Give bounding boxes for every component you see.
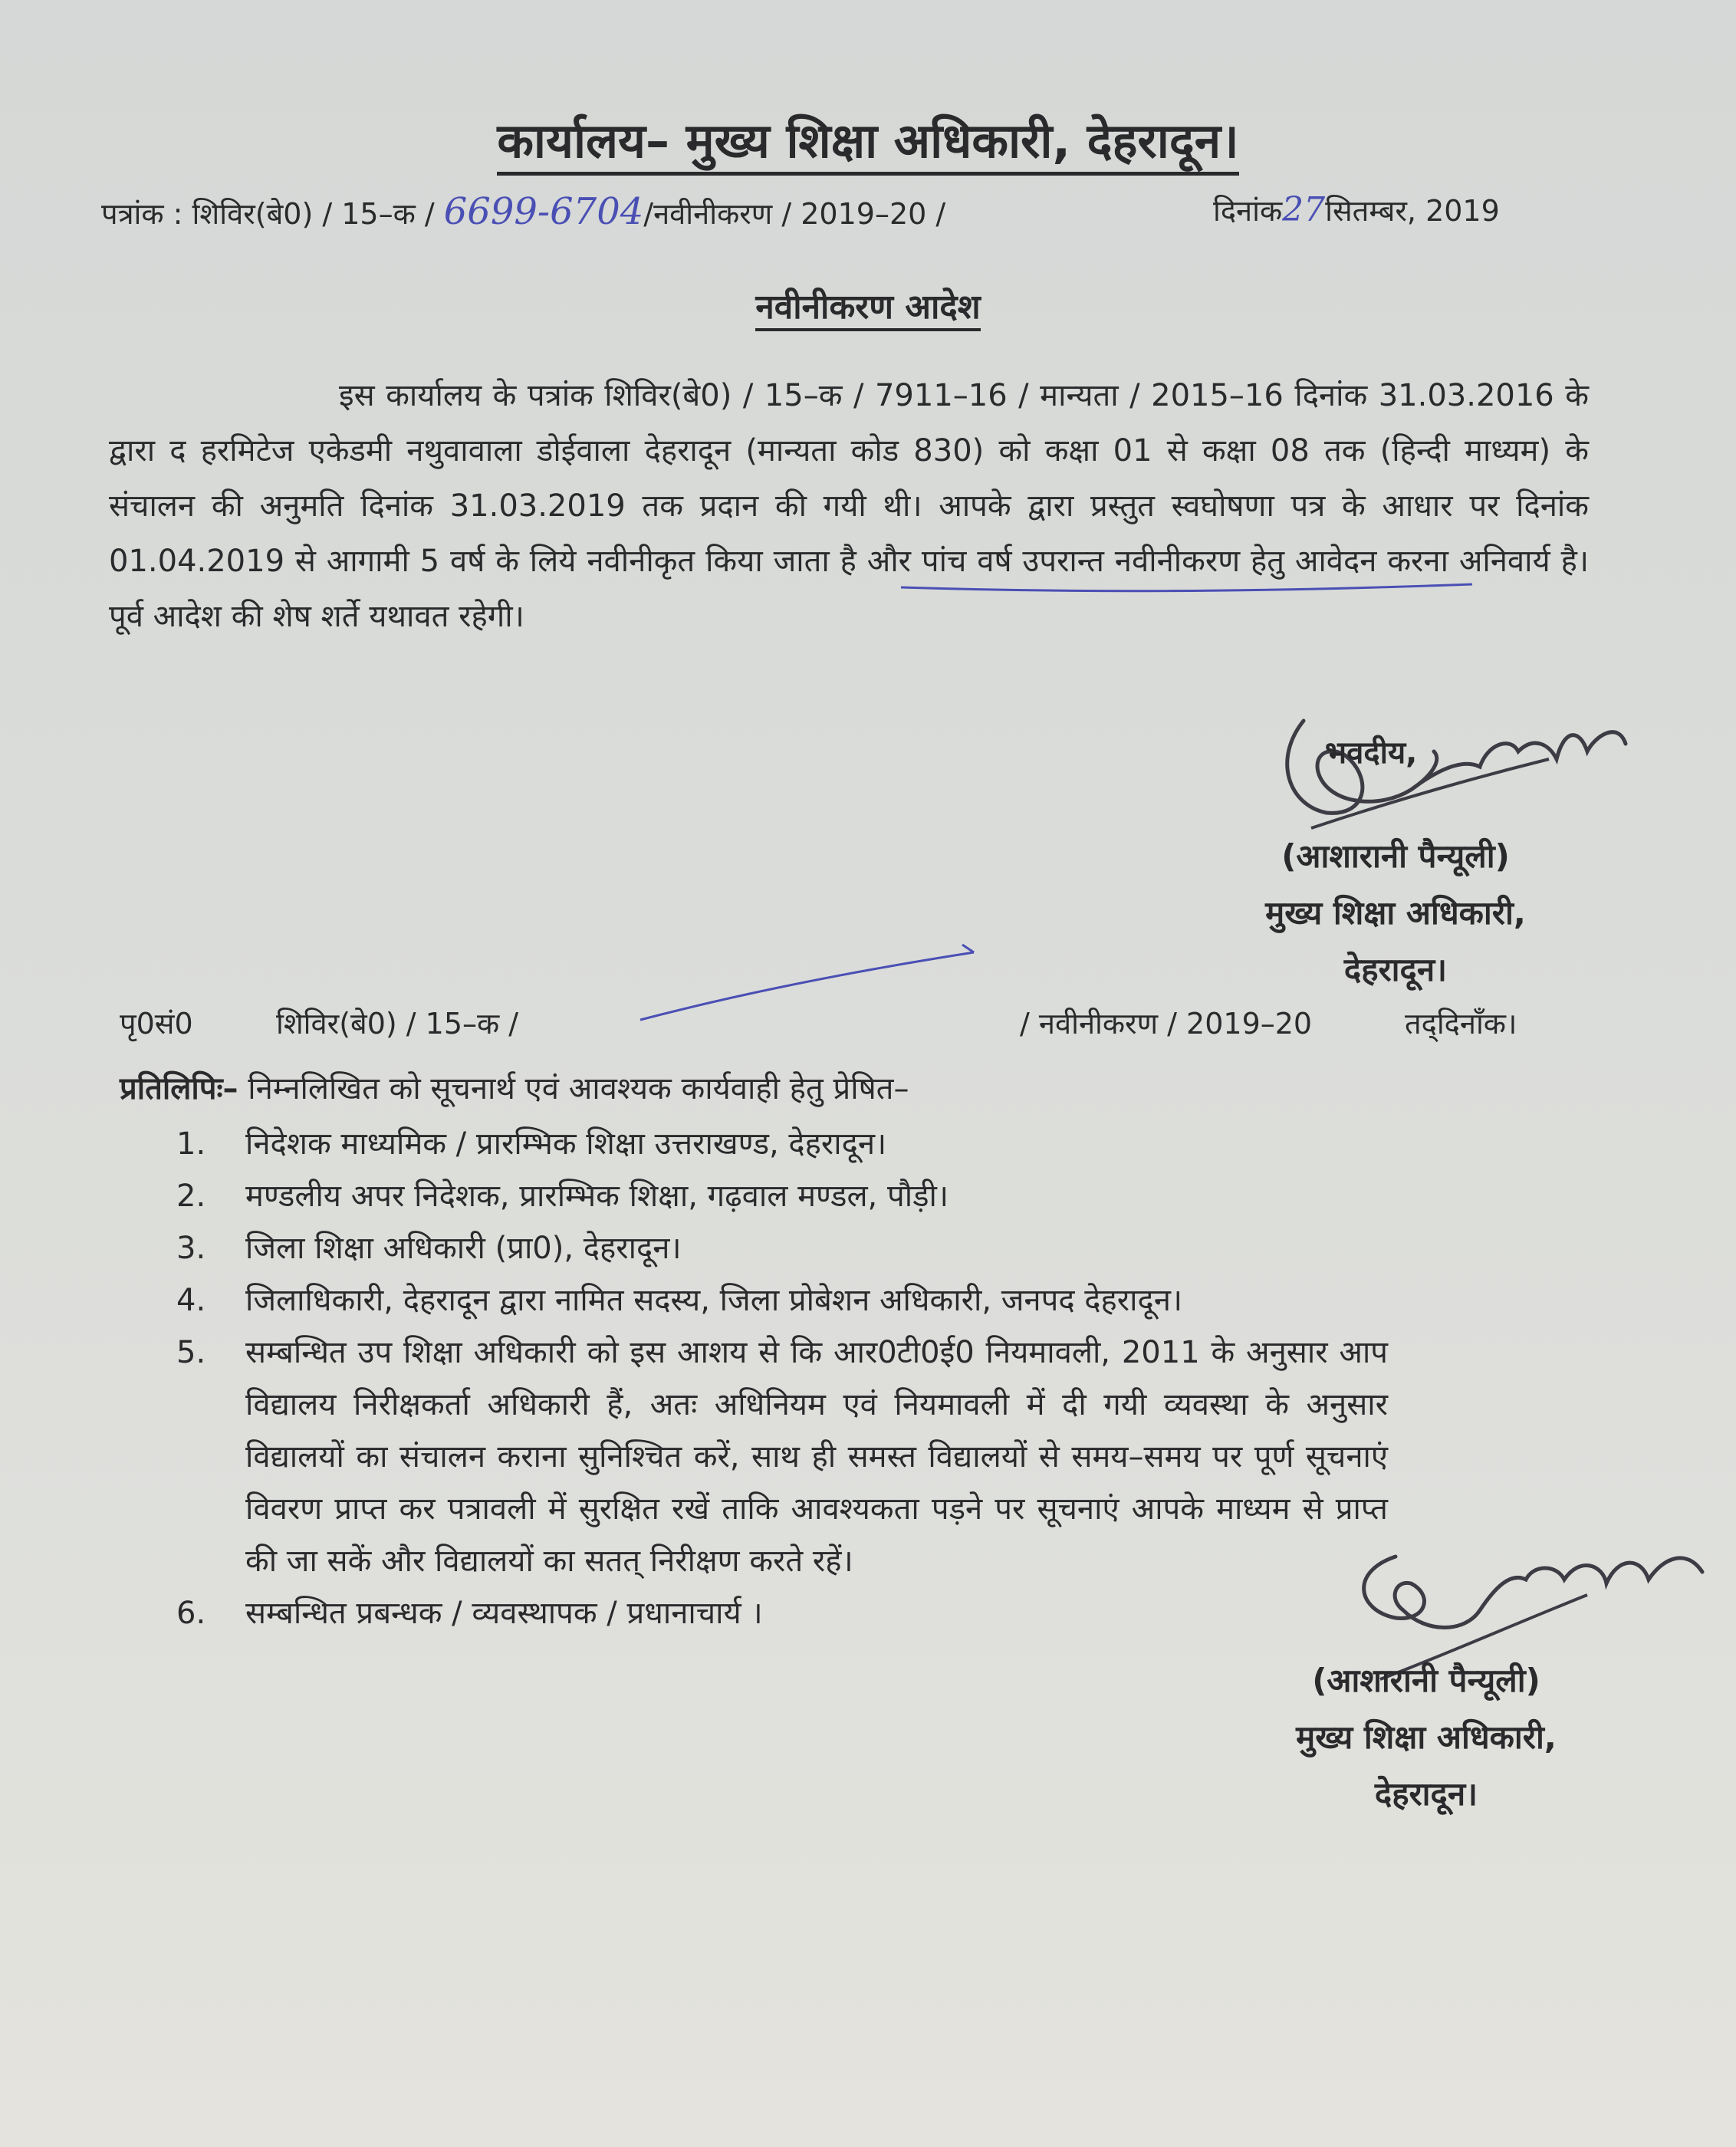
signatory-name: (आशारानी पैन्यूली) [1312,1662,1540,1699]
copy-ref-suffix: / नवीनीकरण / 2019–20 [1020,1007,1313,1041]
list-item: 6. सम्बन्धित प्रबन्धक / व्यवस्थापक / प्रधानाचार्य । [176,1596,763,1631]
signatory-name: (आशारानी पैन्यूली) [1281,837,1510,875]
list-item: 3. जिला शिक्षा अधिकारी (प्रा0), देहरादून। [176,1231,682,1266]
date-day-handwritten: 27 [1282,190,1326,229]
signatory-designation: मुख्य शिक्षा अधिकारी, [1296,1718,1557,1756]
order-subject: नवीनीकरण आदेश [0,282,1736,328]
pen-underline [897,574,1480,597]
signature-block-1 [1196,828,1595,998]
pen-stroke [636,943,981,1027]
list-item: 5. सम्बन्धित उप शिक्षा अधिकारी को इस आशय से कि आर0टी0ई0 नियमावली, 2011 के अनुसार आप विद्यालय निरीक्षकर्ता अधिकारी हैं, अतः अधिनियम एवं नियमावली में दी गयी व्यवस्था के अनुसार विद्यालयों का संचालन कराना सुनिश्चित करें, साथ ही समस्त विद्यालयों से समय–समय पर पूर्ण सूचनाएं विवरण प्राप्त कर पत्रावली में सुरक्षित रखें ताकि आवश्यकता पड़ने पर सूचनाएं आपके माध्यम से प्राप्त की जा सकें और विद्यालयों का सतत् निरीक्षण करते रहें। [176,1335,1388,1579]
copy-ref-prefix: पृ0सं0 [120,1007,193,1041]
letter-date [1213,190,1500,230]
copy-to-heading [120,1066,909,1108]
copy-to-text: निम्नलिखित को सूचनार्थ एवं आवश्यक कार्यवाही हेतु प्रेषित– [248,1071,909,1106]
order-body [109,368,1589,644]
signatory-place: देहरादून। [1374,1775,1478,1813]
date-prefix: दिनांक [1213,194,1283,228]
letter-reference [101,190,945,233]
ref-suffix: /नवीनीकरण / 2019–20 / [643,197,946,231]
copy-ref-date: तद्‌दिनाँक। [1405,1007,1517,1041]
office-title: कार्यालय– मुख्य शिक्षा अधिकारी, देहरादून। [0,107,1736,172]
list-item: 2. मण्डलीय अपर निदेशक, प्रारम्भिक शिक्षा, गढ़वाल मण्डल, पौड़ी। [176,1179,949,1214]
date-suffix: सितम्बर, 2019 [1325,194,1500,228]
signature-block-2 [1227,1652,1626,1823]
salutation: भवदीय, [1325,735,1418,771]
copy-to-label: प्रतिलिपिः– [120,1071,238,1106]
ref-number-handwritten: 6699-6704 [443,190,644,233]
list-item: 4. जिलाधिकारी, देहरादून द्वारा नामित सदस्य, जिला प्रोबेशन अधिकारी, जनपद देहरादून। [176,1283,1183,1318]
ref-prefix: पत्रांक : शिविर(बे0) / 15–क / [101,197,435,231]
order-body-text: इस कार्यालय के पत्रांक शिविर(बे0) / 15–क / 7911–16 / मान्यता / 2015–16 दिनांक 31.03.2016 के द्वारा द हरमिटेज एकेडमी नथुवावाला डोईवाला देहरादून (मान्यता कोड 830) को कक्षा 01 से कक्षा 08 तक (हिन्दी माध्यम) के संचालन की अनुमति दिनांक 31.03.2019 तक प्रदान की गयी थी। आपके द्वारा प्रस्तुत स्वघोषणा पत्र के आधार पर दिनांक 01.04.2019 से आगामी 5 वर्ष के लिये नवीनीकृत किया जाता है और पांच वर्ष उपरान्त नवीनीकरण हेतु आवेदन करना अनिवार्य है। पूर्व आदेश की शेष शर्ते यथावत रहेगी। [109,378,1589,634]
copy-ref-middle: शिविर(बे0) / 15–क / [276,1007,519,1041]
signatory-place: देहरादून। [1343,951,1448,988]
list-item: 1. निदेशक माध्यमिक / प्रारम्भिक शिक्षा उत्तराखण्ड, देहरादून। [176,1126,887,1162]
signatory-designation: मुख्य शिक्षा अधिकारी, [1265,894,1526,932]
